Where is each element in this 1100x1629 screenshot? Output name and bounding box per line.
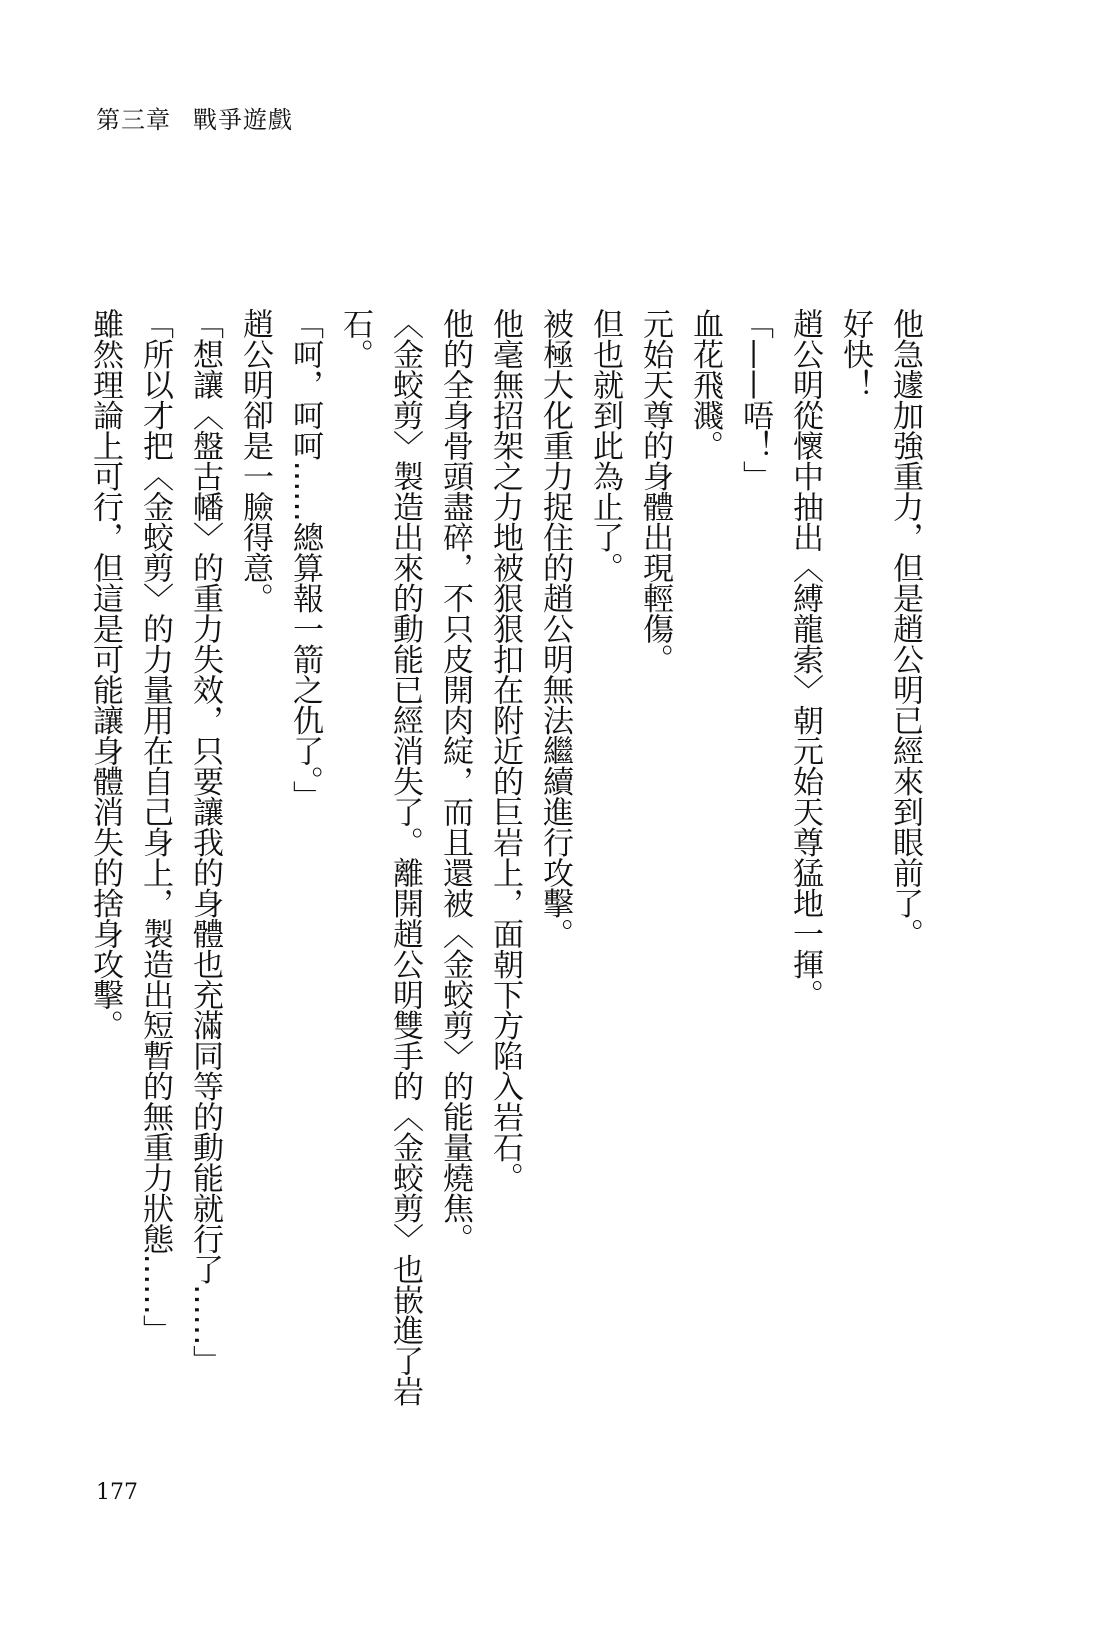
body-text xyxy=(87,308,930,1428)
paragraph: 他急遽加強重力，但是趙公明已經來到眼前了。 xyxy=(887,308,923,949)
chapter-title: 戰爭遊戲 xyxy=(193,106,293,134)
page-number: 177 xyxy=(96,1480,138,1505)
paragraph: 趙公明從懷中抽出〈縛龍索〉朝元始天尊猛地一揮。 xyxy=(787,308,823,1010)
paragraph: 好快！ xyxy=(837,308,873,400)
paragraph: 被極大化重力捉住的趙公明無法繼續進行攻擊。 xyxy=(537,308,573,949)
paragraph: 血花飛濺。 xyxy=(687,308,723,461)
paragraph: 元始天尊的身體出現輕傷。 xyxy=(637,308,673,674)
paragraph: 他的全身骨頭盡碎，不只皮開肉綻，而且還被〈金蛟剪〉的能量燒焦。 xyxy=(437,308,473,1254)
paragraph: 「所以才把〈金蛟剪〉的力量用在自己身上，製造出短暫的無重力狀態……」 xyxy=(137,308,173,1345)
paragraph: 但也就到此為止了。 xyxy=(587,308,623,583)
paragraph: 他毫無招架之力地被狠狠扣在附近的巨岩上，面朝下方陷入岩石。 xyxy=(487,308,523,1193)
chapter-number: 第三章 xyxy=(96,106,171,134)
paragraph: 雖然理論上可行，但這是可能讓身體消失的捨身攻擊。 xyxy=(87,308,123,1040)
paragraph: 趙公明卻是一臉得意。 xyxy=(237,308,273,613)
running-header xyxy=(96,100,315,135)
paragraph: 「呵，呵呵……總算報一箭之仇了。」 xyxy=(287,308,323,811)
paragraph: 〈金蛟剪〉製造出來的動能已經消失了。離開趙公明雙手的〈金蛟剪〉也嵌進了岩石。 xyxy=(337,308,423,1406)
paragraph: 「——唔！」 xyxy=(737,308,773,491)
paragraph: 「想讓〈盤古幡〉的重力失效，只要讓我的身體也充滿同等的動能就行了……」 xyxy=(187,308,223,1376)
